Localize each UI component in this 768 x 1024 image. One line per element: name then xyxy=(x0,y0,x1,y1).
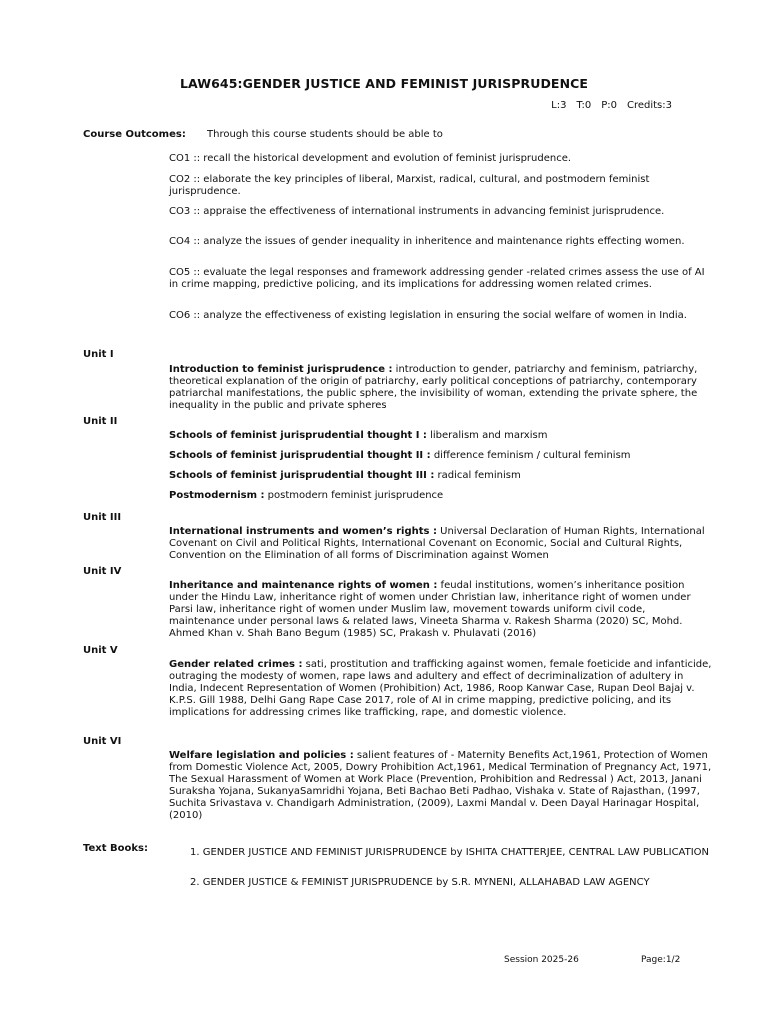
topic-text: sati, prostitution and trafficking against women, female foeticide and infanticide, outraging the modesty of women, rape laws and adultery and effect of decriminalization of adultery in India, Indecent Representation of Women (Prohibition) Act, 1986, Roop Kanwar Case, Rupan Deol Bajaj v. K.P.S. Gill 1988, Delhi Gang Rape Case 2017, role of AI in crime mapping, predictive policing, and its implications for addressing crimes like trafficking, rape, and domestic violence. xyxy=(169,659,712,718)
credits: Credits:3 xyxy=(626,100,672,111)
topic-heading: Welfare legislation and policies : xyxy=(169,750,354,761)
unit-label: Unit V xyxy=(83,645,118,656)
page-number: Page:1/2 xyxy=(641,955,681,965)
topic-heading: International instruments and women’s rights : xyxy=(169,526,437,537)
lecture-hours: L:3 xyxy=(551,100,567,111)
topic-heading: Schools of feminist jurisprudential thought I : xyxy=(169,430,427,441)
unit-topic xyxy=(169,659,714,719)
text-book-2: 2. GENDER JUSTICE & FEMINIST JURISPRUDENCE by S.R. MYNENI, ALLAHABAD LAW AGENCY xyxy=(190,877,650,888)
course-outcome-3: CO3 :: appraise the effectiveness of international instruments in advancing feminist jurisprudence. xyxy=(169,206,665,217)
topic-text: Universal Declaration of Human Rights, International Covenant on Civil and Political Rights, International Covenant on Economic, Social and Cultural Rights, Convention on the Elimination of all forms of Discrimination against Women xyxy=(169,526,705,561)
unit-topic xyxy=(169,450,714,462)
topic-heading: Gender related crimes : xyxy=(169,659,303,670)
topic-text: postmodern feminist jurisprudence xyxy=(264,490,444,501)
topic-heading: Schools of feminist jurisprudential thought III : xyxy=(169,470,435,481)
course-outcome-2: CO2 :: elaborate the key principles of liberal, Marxist, radical, cultural, and postmodern feminist jurisprudence. xyxy=(169,174,650,197)
unit-label: Unit II xyxy=(83,416,118,427)
topic-text: feudal institutions, women’s inheritance position under the Hindu Law, inheritance right of women under Christian law, inheritance right of women under Parsi law, inheritance right of women under Muslim law, movement towards uniform civil code, maintenance under personal laws & related laws, Vineeta Sharma v. Rakesh Sharma (2020) SC, Mohd. Ahmed Khan v. Shah Bano Begum (1985) SC, Prakash v. Phulavati (2016) xyxy=(169,580,691,639)
credit-structure xyxy=(541,100,672,111)
unit-label: Unit I xyxy=(83,349,114,360)
unit-topic xyxy=(169,580,714,640)
unit-topic xyxy=(169,430,714,442)
topic-heading: Introduction to feminist jurisprudence : xyxy=(169,364,393,375)
session-label: Session 2025-26 xyxy=(504,955,579,965)
unit-topic xyxy=(169,750,714,822)
practical-hours: P:0 xyxy=(601,100,617,111)
topic-heading: Postmodernism : xyxy=(169,490,265,501)
topic-text: salient features of - Maternity Benefits Act,1961, Protection of Women from Domestic Violence Act, 2005, Dowry Prohibition Act,1961, Medical Termination of Pregnancy Act, 1971, The Sexual Harassment of Women at Work Place (Prevention, Prohibition and Redressal ) Act, 2013, Janani Suraksha Yojana, SukanyaSamridhi Yojana, Beti Bachao Beti Padhao, Vishaka v. State of Rajasthan, (1997, Suchita Srivastava v. Chandigarh Administration, (2009), Laxmi Mandal v. Deen Dayal Harinagar Hospital, (2010) xyxy=(169,750,712,821)
tutorial-hours: T:0 xyxy=(576,100,592,111)
course-outcome-4: CO4 :: analyze the issues of gender inequality in inheritence and maintenance rights effecting women. xyxy=(169,236,685,247)
course-outcome-6: CO6 :: analyze the effectiveness of existing legislation in ensuring the social welfare of women in India. xyxy=(169,310,687,321)
topic-text: difference feminism / cultural feminism xyxy=(430,450,631,461)
unit-topic xyxy=(169,526,714,562)
text-book-1: 1. GENDER JUSTICE AND FEMINIST JURISPRUDENCE by ISHITA CHATTERJEE, CENTRAL LAW PUBLICATION xyxy=(190,847,710,858)
unit-topic xyxy=(169,490,714,502)
topic-heading: Schools of feminist jurisprudential thought II : xyxy=(169,450,431,461)
course-outcomes-label: Course Outcomes: xyxy=(83,129,186,140)
course-outcomes-intro: Through this course students should be able to xyxy=(207,129,443,140)
topic-heading: Inheritance and maintenance rights of women : xyxy=(169,580,438,591)
unit-label: Unit VI xyxy=(83,736,122,747)
course-title: LAW645:GENDER JUSTICE AND FEMINIST JURISPRUDENCE xyxy=(179,76,589,91)
topic-text: liberalism and marxism xyxy=(426,430,548,441)
unit-topic xyxy=(169,470,714,482)
text-books-label: Text Books: xyxy=(83,843,148,854)
course-outcome-5: CO5 :: evaluate the legal responses and framework addressing gender -related crimes assess the use of AI in crime mapping, predictive policing, and its implications for addressing women related crimes. xyxy=(169,267,705,290)
topic-text: introduction to gender, patriarchy and feminism, patriarchy, theoretical explanation of the origin of patriarchy, early political conceptions of patriarchy, contemporary patriarchal manifestations, the public sphere, the invisibility of woman, extending the private sphere, the inequality in the public and private spheres xyxy=(169,364,698,411)
course-outcome-1: CO1 :: recall the historical development and evolution of feminist jurisprudence. xyxy=(169,153,572,164)
unit-label: Unit III xyxy=(83,512,122,523)
unit-label: Unit IV xyxy=(83,566,122,577)
unit-topic xyxy=(169,364,714,412)
topic-text: radical feminism xyxy=(434,470,521,481)
